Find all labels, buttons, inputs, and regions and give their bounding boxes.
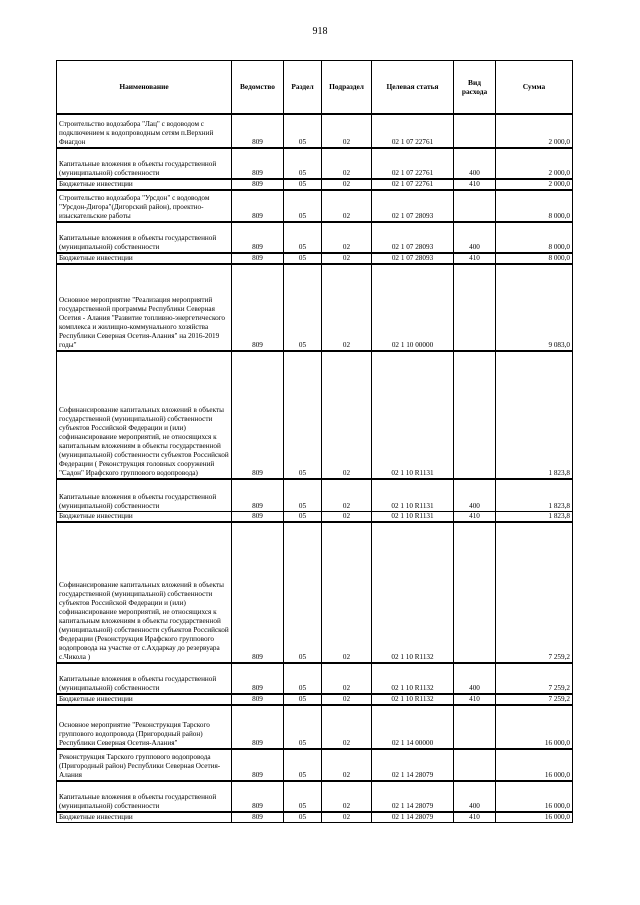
row-sum: 2 000,0 bbox=[496, 114, 573, 148]
row-subsection: 02 bbox=[322, 511, 372, 522]
row-sum: 8 000,0 bbox=[496, 222, 573, 253]
header-dept: Ведомство bbox=[232, 61, 284, 115]
row-subsection: 02 bbox=[322, 179, 372, 190]
row-subsection: 02 bbox=[322, 694, 372, 705]
row-subsection: 02 bbox=[322, 749, 372, 781]
row-target: 02 1 10 R1132 bbox=[372, 694, 454, 705]
row-kind: 400 bbox=[454, 148, 496, 179]
table-row bbox=[57, 351, 573, 479]
row-sum: 16 000,0 bbox=[496, 705, 573, 749]
row-name: Капитальные вложения в объекты государственной (муниципальной) собственности bbox=[57, 148, 232, 179]
row-kind: 400 bbox=[454, 479, 496, 511]
row-target: 02 1 14 28079 bbox=[372, 781, 454, 812]
row-target: 02 1 07 22761 bbox=[372, 114, 454, 148]
row-section: 05 bbox=[284, 148, 322, 179]
table-row bbox=[57, 190, 573, 222]
row-kind: 400 bbox=[454, 781, 496, 812]
row-section: 05 bbox=[284, 694, 322, 705]
row-section: 05 bbox=[284, 781, 322, 812]
header-section: Раздел bbox=[284, 61, 322, 115]
header-name: Наименование bbox=[57, 61, 232, 115]
row-sum: 16 000,0 bbox=[496, 749, 573, 781]
row-sum: 8 000,0 bbox=[496, 190, 573, 222]
row-sum: 7 259,2 bbox=[496, 663, 573, 694]
row-target: 02 1 07 28093 bbox=[372, 253, 454, 264]
row-sum: 1 823,8 bbox=[496, 479, 573, 511]
row-name: Бюджетные инвестиции bbox=[57, 179, 232, 190]
table-row bbox=[57, 222, 573, 253]
table-row bbox=[57, 812, 573, 823]
row-kind: 400 bbox=[454, 222, 496, 253]
row-dept: 809 bbox=[232, 749, 284, 781]
row-subsection: 02 bbox=[322, 663, 372, 694]
row-section: 05 bbox=[284, 114, 322, 148]
row-subsection: 02 bbox=[322, 190, 372, 222]
table-row bbox=[57, 148, 573, 179]
row-dept: 809 bbox=[232, 264, 284, 351]
row-dept: 809 bbox=[232, 190, 284, 222]
row-name: Строительство водозабора "Лац" с водоводом с подключением к водопроводным сетям п.Верхний Фиагдон bbox=[57, 114, 232, 148]
row-target: 02 1 10 R1131 bbox=[372, 511, 454, 522]
table-row bbox=[57, 253, 573, 264]
row-section: 05 bbox=[284, 222, 322, 253]
row-target: 02 1 14 28079 bbox=[372, 812, 454, 823]
row-section: 05 bbox=[284, 511, 322, 522]
row-section: 05 bbox=[284, 749, 322, 781]
row-subsection: 02 bbox=[322, 264, 372, 351]
row-section: 05 bbox=[284, 264, 322, 351]
table-row bbox=[57, 694, 573, 705]
row-target: 02 1 07 28093 bbox=[372, 222, 454, 253]
row-subsection: 02 bbox=[322, 114, 372, 148]
row-section: 05 bbox=[284, 812, 322, 823]
row-subsection: 02 bbox=[322, 148, 372, 179]
row-name: Капитальные вложения в объекты государственной (муниципальной) собственности bbox=[57, 663, 232, 694]
table-row bbox=[57, 479, 573, 511]
row-kind bbox=[454, 114, 496, 148]
row-name: Бюджетные инвестиции bbox=[57, 694, 232, 705]
row-dept: 809 bbox=[232, 781, 284, 812]
row-dept: 809 bbox=[232, 812, 284, 823]
row-dept: 809 bbox=[232, 663, 284, 694]
row-section: 05 bbox=[284, 705, 322, 749]
row-target: 02 1 10 R1132 bbox=[372, 522, 454, 663]
row-dept: 809 bbox=[232, 522, 284, 663]
header-subsection: Подраздел bbox=[322, 61, 372, 115]
row-section: 05 bbox=[284, 663, 322, 694]
row-kind: 410 bbox=[454, 511, 496, 522]
row-name: Капитальные вложения в объекты государственной (муниципальной) собственности bbox=[57, 479, 232, 511]
row-section: 05 bbox=[284, 479, 322, 511]
table-row bbox=[57, 749, 573, 781]
row-dept: 809 bbox=[232, 253, 284, 264]
row-sum: 8 000,0 bbox=[496, 253, 573, 264]
table-row bbox=[57, 781, 573, 812]
row-section: 05 bbox=[284, 351, 322, 479]
row-name: Софинансирование капитальных вложений в объекты государственной (муниципальной) собственности субъектов Российской Федерации и (или) софинансирование мероприятий, не относящихся к капитальным вложениям в объекты государственной (муниципальной) собственности субъектов Российской Федерации ( Реконструкция головных сооружений "Садон" Ирафского группового водопровода) bbox=[57, 351, 232, 479]
row-target: 02 1 14 28079 bbox=[372, 749, 454, 781]
row-dept: 809 bbox=[232, 479, 284, 511]
row-sum: 1 823,8 bbox=[496, 351, 573, 479]
row-name: Бюджетные инвестиции bbox=[57, 253, 232, 264]
row-section: 05 bbox=[284, 190, 322, 222]
row-target: 02 1 07 22761 bbox=[372, 148, 454, 179]
row-name: Капитальные вложения в объекты государственной (муниципальной) собственности bbox=[57, 781, 232, 812]
header-kind: Вид расхода bbox=[454, 61, 496, 115]
row-name: Софинансирование капитальных вложений в объекты государственной (муниципальной) собственности субъектов Российской Федерации и (или) софинансирование мероприятий, не относящихся к капитальным вложениям в объекты государственной (муниципальной) собственности субъектов Российской Федерации (Реконструкция Ирафского группового водопровода на участке от с.Ахдаркау до резервуара с.Чикола ) bbox=[57, 522, 232, 663]
row-sum: 16 000,0 bbox=[496, 781, 573, 812]
row-subsection: 02 bbox=[322, 253, 372, 264]
header-target: Целевая статья bbox=[372, 61, 454, 115]
row-dept: 809 bbox=[232, 179, 284, 190]
row-sum: 1 823,8 bbox=[496, 511, 573, 522]
table-body bbox=[57, 114, 573, 822]
row-dept: 809 bbox=[232, 222, 284, 253]
row-target: 02 1 10 R1131 bbox=[372, 351, 454, 479]
table-row bbox=[57, 264, 573, 351]
table-row bbox=[57, 511, 573, 522]
header-row bbox=[57, 61, 573, 115]
row-dept: 809 bbox=[232, 114, 284, 148]
row-kind: 410 bbox=[454, 253, 496, 264]
row-sum: 7 259,2 bbox=[496, 694, 573, 705]
row-dept: 809 bbox=[232, 351, 284, 479]
table-row bbox=[57, 114, 573, 148]
row-target: 02 1 07 22761 bbox=[372, 179, 454, 190]
row-subsection: 02 bbox=[322, 522, 372, 663]
row-section: 05 bbox=[284, 253, 322, 264]
row-target: 02 1 07 28093 bbox=[372, 190, 454, 222]
row-dept: 809 bbox=[232, 705, 284, 749]
row-sum: 16 000,0 bbox=[496, 812, 573, 823]
row-kind: 410 bbox=[454, 694, 496, 705]
page-number: 918 bbox=[312, 26, 328, 37]
row-kind bbox=[454, 522, 496, 663]
row-target: 02 1 10 R1131 bbox=[372, 479, 454, 511]
row-sum: 2 000,0 bbox=[496, 179, 573, 190]
row-section: 05 bbox=[284, 522, 322, 663]
row-target: 02 1 10 R1132 bbox=[372, 663, 454, 694]
row-name: Строительство водозабора "Урсдон" с водоводом "Урсдон-Дигора"(Дигорский район), проектно-изыскательские работы bbox=[57, 190, 232, 222]
table-row bbox=[57, 179, 573, 190]
row-kind bbox=[454, 351, 496, 479]
row-kind: 410 bbox=[454, 812, 496, 823]
row-sum: 7 259,2 bbox=[496, 522, 573, 663]
row-subsection: 02 bbox=[322, 812, 372, 823]
row-section: 05 bbox=[284, 179, 322, 190]
row-sum: 9 083,0 bbox=[496, 264, 573, 351]
table-row bbox=[57, 522, 573, 663]
row-subsection: 02 bbox=[322, 222, 372, 253]
row-kind bbox=[454, 705, 496, 749]
row-kind: 400 bbox=[454, 663, 496, 694]
row-subsection: 02 bbox=[322, 781, 372, 812]
row-kind bbox=[454, 264, 496, 351]
row-dept: 809 bbox=[232, 694, 284, 705]
row-target: 02 1 14 00000 bbox=[372, 705, 454, 749]
row-name: Основное мероприятие "Реконструкция Тарского группового водопровода (Пригородный район) Республики Северная Осетия-Алания" bbox=[57, 705, 232, 749]
table-row bbox=[57, 663, 573, 694]
table-row bbox=[57, 705, 573, 749]
row-name: Бюджетные инвестиции bbox=[57, 812, 232, 823]
row-name: Бюджетные инвестиции bbox=[57, 511, 232, 522]
row-name: Основное мероприятие "Реализация мероприятий государственной программы Республики Северная Осетия - Алания "Развитие топливно-энергетического комплекса и жилищно-коммунального хозяйства Республики Северная Осетия-Алания" на 2016-2019 годы" bbox=[57, 264, 232, 351]
row-kind bbox=[454, 749, 496, 781]
row-dept: 809 bbox=[232, 511, 284, 522]
budget-table bbox=[56, 60, 573, 823]
header-sum: Сумма bbox=[496, 61, 573, 115]
row-subsection: 02 bbox=[322, 351, 372, 479]
row-name: Капитальные вложения в объекты государственной (муниципальной) собственности bbox=[57, 222, 232, 253]
row-target: 02 1 10 00000 bbox=[372, 264, 454, 351]
row-dept: 809 bbox=[232, 148, 284, 179]
row-subsection: 02 bbox=[322, 705, 372, 749]
row-kind bbox=[454, 190, 496, 222]
row-subsection: 02 bbox=[322, 479, 372, 511]
row-name: Реконструкция Тарского группового водопровода (Пригородный район) Республики Северная Осетия-Алания bbox=[57, 749, 232, 781]
row-sum: 2 000,0 bbox=[496, 148, 573, 179]
row-kind: 410 bbox=[454, 179, 496, 190]
